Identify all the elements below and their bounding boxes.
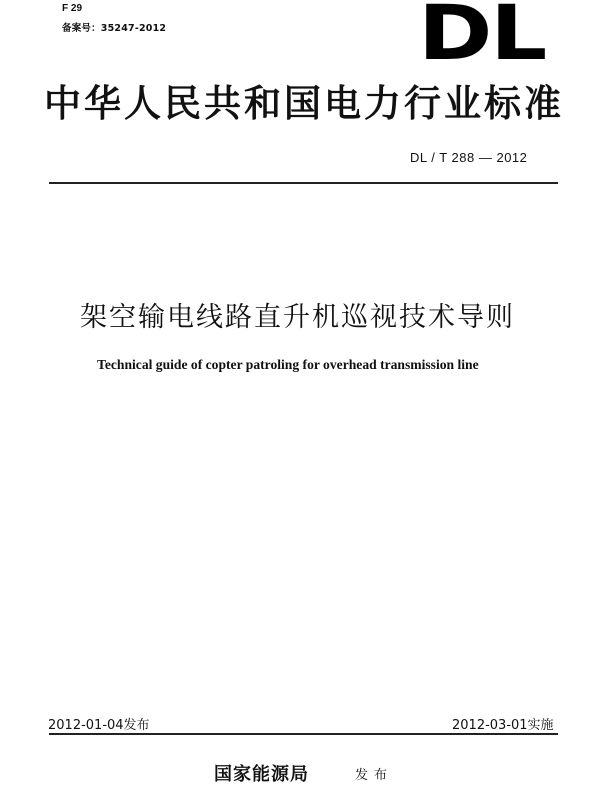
issue-date: 2012-01-04发布 xyxy=(48,718,150,733)
classification-code: F 29 xyxy=(62,3,83,14)
top-divider xyxy=(49,182,558,184)
implement-date: 2012-03-01实施 xyxy=(452,718,554,733)
dl-logo: DL xyxy=(418,0,545,77)
record-number: 备案号：35247-2012 xyxy=(62,23,167,34)
publisher-name: 国家能源局 xyxy=(214,764,309,785)
organization-title: 中华人民共和国电力行业标准 xyxy=(44,82,564,125)
bottom-divider xyxy=(49,733,558,735)
standard-code: DL / T 288 — 2012 xyxy=(410,150,528,165)
publish-label: 发布 xyxy=(355,768,394,783)
document-title-english: Technical guide of copter patroling for overhead transmission line xyxy=(97,357,479,372)
document-title: 架空输电线路直升机巡视技术导则 xyxy=(80,302,515,333)
